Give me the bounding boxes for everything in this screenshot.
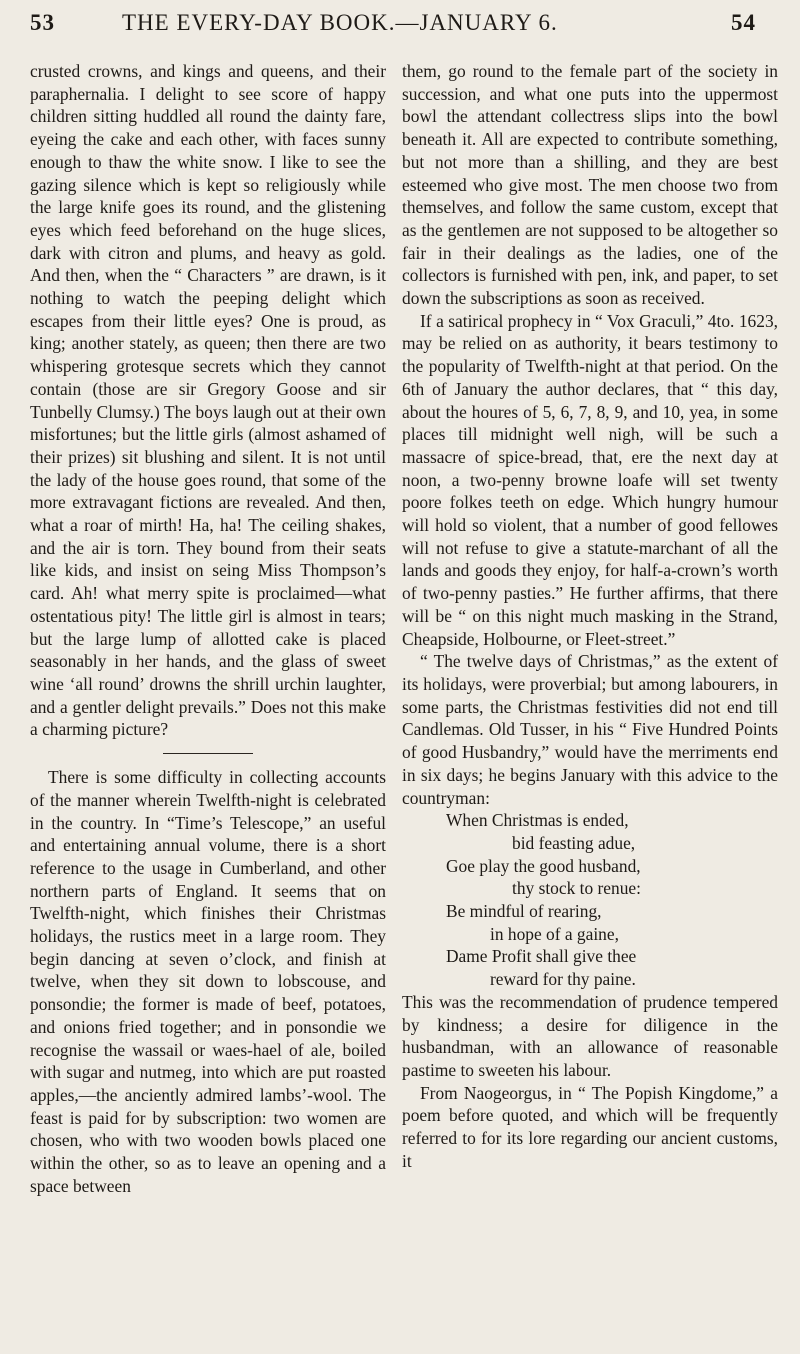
left-column	[30, 60, 386, 1197]
running-header	[30, 6, 786, 40]
section-divider	[163, 753, 253, 754]
verse-line: Be mindful of rearing,	[446, 901, 602, 922]
right-column	[402, 60, 778, 1172]
verse-block	[402, 809, 778, 991]
page-number-left: 53	[30, 10, 55, 35]
right-paragraph-3: “ The twelve days of Christmas,” as the extent of its holidays, were proverbial; but among labourers, in some parts, the Christmas festivities did not end till Candlemas. Old Tusser, in his “ Five Hundred Points of good Husbandry,” would have the merriments end in six days; he begins January with this advice to the countryman:	[402, 651, 778, 808]
verse-line: thy stock to renue:	[512, 878, 641, 899]
verse-line: in hope of a gaine,	[490, 923, 619, 944]
left-paragraph-1: crusted crowns, and kings and queens, and their paraphernalia. I delight to see score of happy children sitting huddled all round the dainty fare, eyeing the cake and each other, with faces sunny enough to thaw the white snow. I like to see the gazing silence which is kept so religiously while the large knife goes its round, and the glistening eyes which feed beforehand on the huge slices, dark with citron and plums, and heavy as gold. And then, when the “ Characters ” are drawn, is it nothing to watch the peeping delight which escapes from their little eyes? One is proud, as king; another stately, as queen; then there are two whispering grotesque secrets which they cannot contain (those are sir Gregory Goose and sir Tunbelly Clumsy.) The boys laugh out at their own misfortunes; but the little girls (almost ashamed of their prizes) sit blushing and silent. It is not until the lady of the house goes round, that some of the more extravagant fictions are revealed. And then, what a roar of mirth! Ha, ha! The ceiling shakes, and the air is torn. They bound from their seats like kids, and insist on seing Miss Thompson’s card. Ah! what merry spite is proclaimed—what ostentatious pity! The little girl is almost in tears; but the large lump of allotted cake is placed seasonably in her hands, and the glass of sweet wine ‘all round’ drowns the shrill urchin laughter, and a gentler delight prevails.” Does not this make a charming picture?	[30, 61, 386, 740]
page-number-right: 54	[731, 10, 756, 35]
verse-line: Dame Profit shall give thee	[446, 946, 637, 967]
right-paragraph-1: them, go round to the female part of the society in succession, and what one puts into the uppermost bowl the attendant collectress slips into the bowl beneath it. All are expected to contribute something, but not more than a shilling, and they are best esteemed who give most. The men choose two from themselves, and follow the same custom, except that as the gentlemen are not supposed to be altogether so fair in their dealings as the ladies, one of the collectors is furnished with pen, ink, and paper, to set down the subscriptions as soon as received.	[402, 61, 778, 309]
verse-line: When Christmas is ended,	[446, 810, 629, 831]
left-paragraph-2: There is some difficulty in collecting accounts of the manner wherein Twelfth-night is celebrated in the country. In “Time’s Telescope,” an useful and entertaining annual volume, there is a short reference to the usage in Cumberland, and other northern parts of England. It seems that on Twelfth-night, which finishes their Christmas holidays, the rustics meet in a large room. They begin dancing at seven o’clock, and finish at twelve, when they sit down to lobscouse, and ponsondie; the former is made of beef, potatoes, and onions fried together; and in ponsondie we recognise the wassail or waes-hael of ale, boiled with sugar and nutmeg, into which are put roasted apples,—the anciently admired lambs’-wool. The feast is paid for by subscription: two women are chosen, who with two wooden bowls placed one within the other, so as to leave an opening and a space between	[30, 767, 386, 1196]
right-paragraph-5: From Naogeorgus, in “ The Popish Kingdome,” a poem before quoted, and which will be frequently referred to for its lore regarding our ancient customs, it	[402, 1082, 778, 1171]
verse-line: reward for thy paine.	[490, 969, 636, 990]
right-paragraph-2: If a satirical prophecy in “ Vox Graculi,” 4to. 1623, may be relied on as authority, it bears testimony to the popularity of Twelfth-night at that period. On the 6th of January the author declares, that “ this day, about the houres of 5, 6, 7, 8, 9, and 10, yea, in some places till midnight well nigh, will be such a massacre of spice-bread, that, ere the next day at noon, a two-penny browne loafe will set twenty poore folkes teeth on edge. Which hungry humour will hold so violent, that a number of good fellowes will not refuse to give a statute-marchant of all the lands and goods they enjoy, for half-a-crown’s worth of two-penny pasties.” He further affirms, that there will be “ on this night much masking in the Strand, Cheapside, Holbourne, or Fleet-street.”	[402, 310, 778, 649]
running-title: THE EVERY-DAY BOOK.—JANUARY 6.	[122, 10, 558, 35]
verse-line: Goe play the good husband,	[446, 855, 641, 876]
verse-line: bid feasting adue,	[512, 832, 636, 853]
right-paragraph-4: This was the recommendation of prudence tempered by kindness; a desire for diligence in the husbandman, with an allowance of reasonable pastime to sweeten his labour.	[402, 991, 778, 1080]
